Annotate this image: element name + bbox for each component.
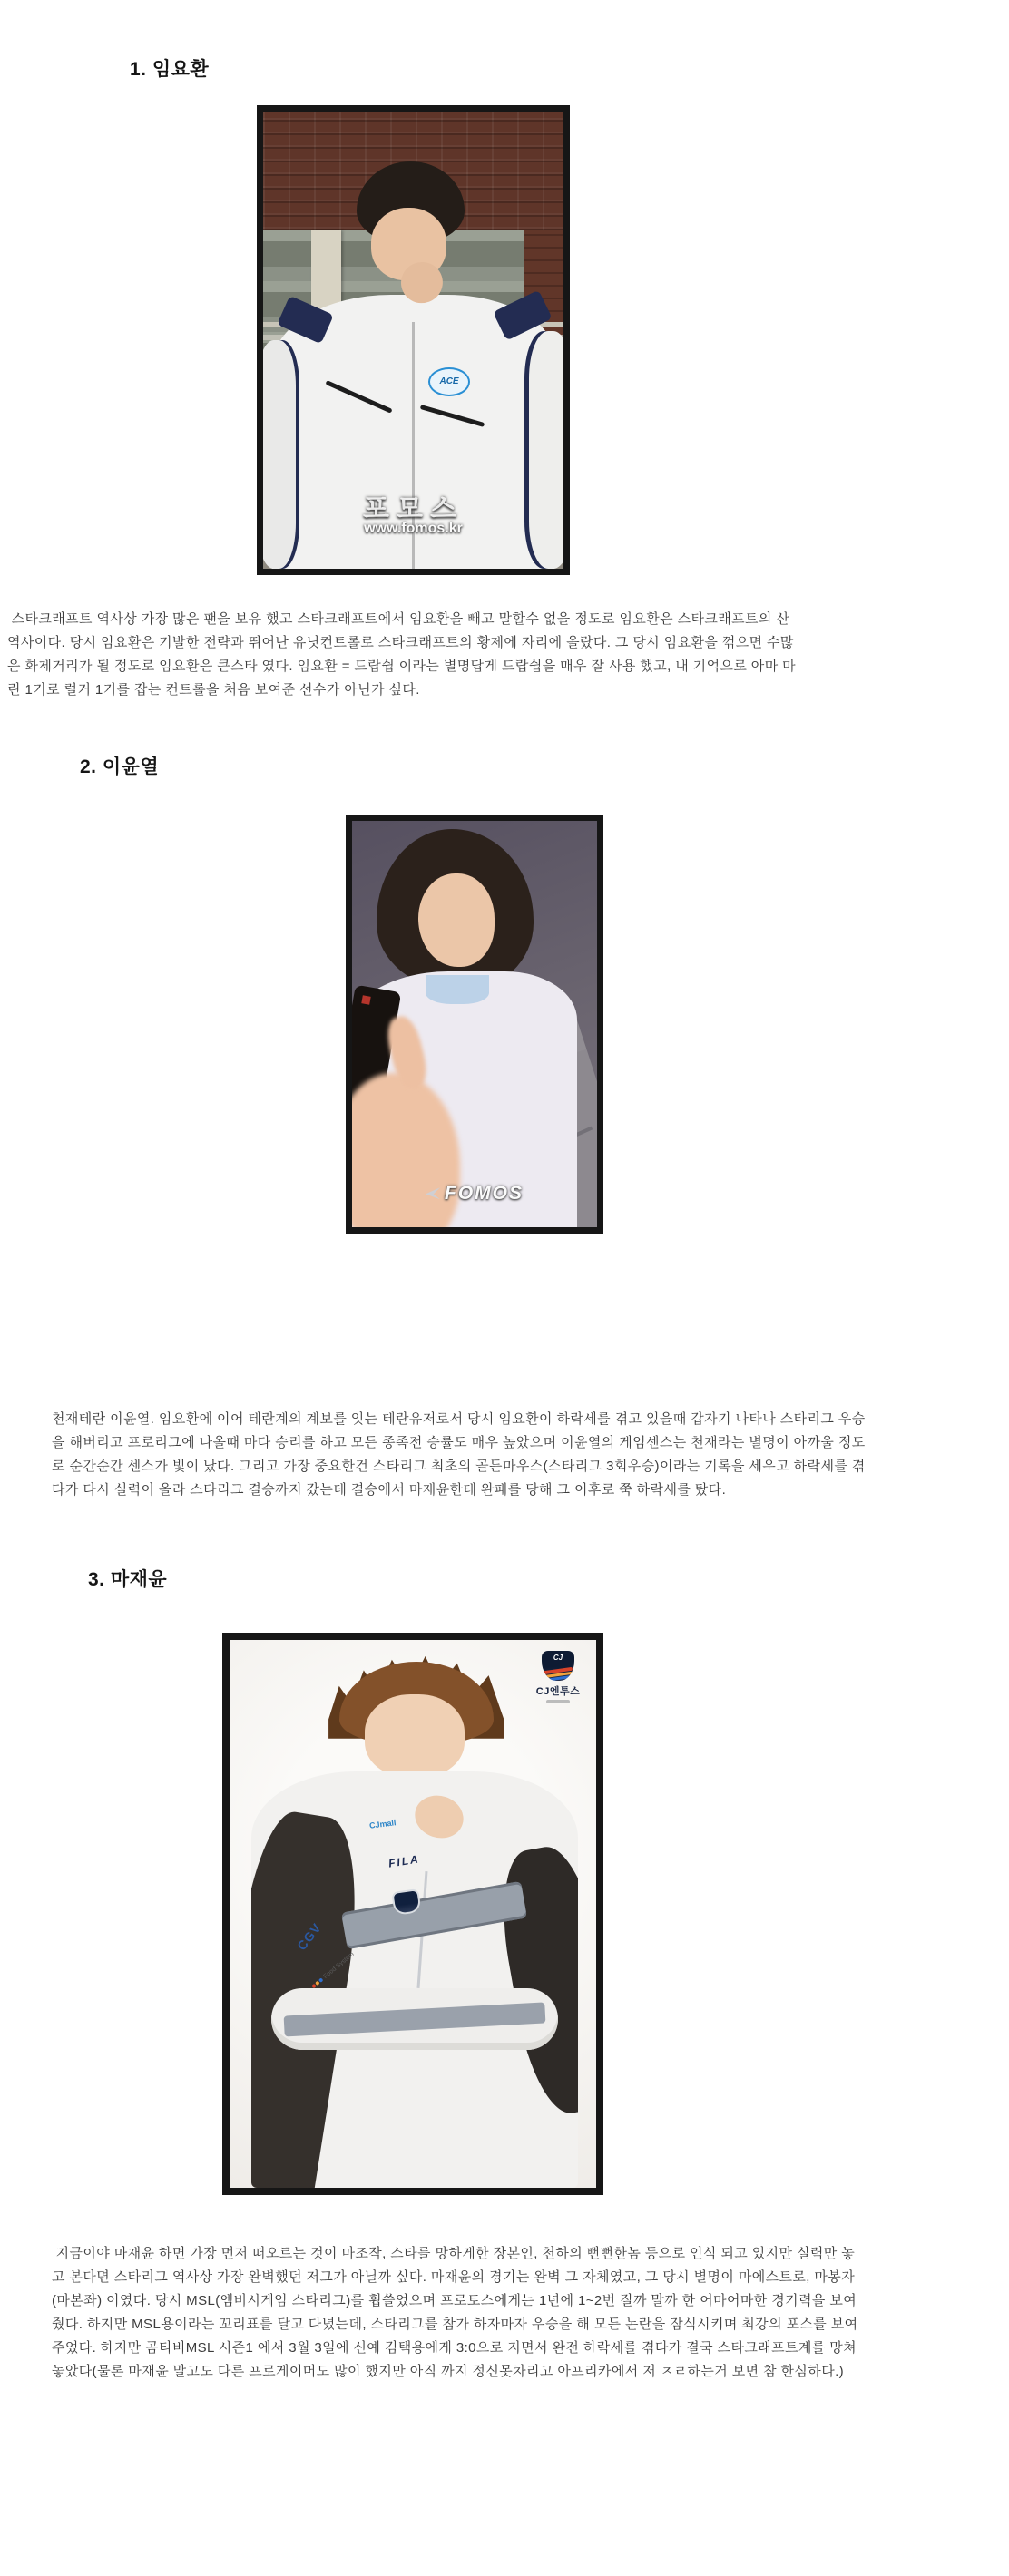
text-line: 스타크래프트 역사상 가장 많은 팬을 보유 했고 스타크래프트에서 임요환을 빼고 말할수 없을 정도로 임요환은 스타크래프트의 산: [7, 611, 790, 627]
ace-jacket-badge: ACE: [428, 367, 470, 396]
text-line: 지금이야 마재윤 하면 가장 먼저 떠오르는 것이 마조작, 스타를 망하게한 장본인, 천하의 뻔뻔한놈 등으로 인식 되고 있지만 실력만 놓: [52, 2246, 856, 2261]
text-line: 천재테란 이윤열. 임요환에 이어 테란계의 계보를 잇는 테란유저로서 당시 임요환이 하락세를 겪고 있을때 갑자기 나타나 스타리그 우승: [52, 1411, 866, 1427]
cj-dot-blue: [318, 1977, 324, 1983]
fomos-watermark-logo: 포모스: [363, 494, 464, 525]
section-3-heading: 3. 마재윤: [88, 1569, 168, 1590]
shirt-collar-graphic: [426, 975, 489, 1003]
fomos-swoosh-icon: [426, 1187, 440, 1199]
player-face-graphic: [418, 873, 495, 967]
photo-lee-yun-yeol-scene: [352, 821, 597, 1227]
cj-emblem-text: CJ: [553, 1654, 563, 1662]
text-line: 역사이다. 당시 임요환은 기발한 전략과 뛰어난 유닛컨트롤로 스타크래프트의 황제에 자리에 올랐다. 그 당시 임요환을 꺾으면 수많: [7, 635, 794, 650]
section-3-paragraph: [52, 2242, 858, 2384]
text-line: (마본좌) 이였다. 당시 MSL(엠비시게임 스타리그)를 휩쓸었으며 프로토스에게는 1년에 1~2번 질까 말까 한 어마어마한 경기력을 보여: [52, 2293, 857, 2308]
cjmall-jacket-text: CJmall: [368, 1817, 397, 1830]
cj-entus-shield-icon: [542, 1651, 574, 1681]
white-team-jacket-graphic: [251, 1771, 578, 2188]
photo-ma-jae-yun: [222, 1633, 603, 2195]
jacket-gray-chest-band: [341, 1880, 527, 1949]
cgv-sleeve-text: CGV: [294, 1920, 325, 1954]
fomos-logo: [352, 1183, 597, 1205]
text-line: 줬다. 하지만 MSL용이라는 꼬리표를 달고 다녔는데, 스타리그를 참가 하자마자 우승을 해 모든 논란을 잠식시키며 최강의 포스를 보여: [52, 2317, 858, 2332]
cj-entus-team-name: CJ엔투스: [535, 1686, 581, 1697]
section-1-heading: 1. 임요환: [130, 59, 210, 80]
section-2-paragraph: [52, 1408, 866, 1502]
player-hand-graphic: [409, 1790, 468, 1844]
fomos-watermark-url: www.fomos.kr: [364, 521, 463, 537]
photo-lee-yun-yeol: [346, 815, 603, 1234]
section-1-paragraph: [7, 608, 796, 702]
red-seal-mark: [361, 995, 370, 1004]
player-face-graphic: [365, 1694, 464, 1777]
text-line: 주었다. 하지만 곰티비MSL 시즌1 에서 3월 3일에 신예 김택용에게 3:0으로 지면서 완전 하락세를 겪다가 결국 스타크래프트계를 망쳐: [52, 2340, 857, 2356]
text-line: 다가 다시 실력이 올라 스타리그 결승까지 갔는데 결승에서 마재윤한테 완패를 당해 그 이후로 쭉 하락세를 탔다.: [52, 1482, 727, 1498]
food-system-label: Food System: [322, 1950, 356, 1980]
cj-entus-subtext-bar: [546, 1700, 570, 1703]
text-line: 은 화제거리가 될 정도로 임요환은 큰스타 였다. 임요환 = 드랍쉽 이라는 별명답게 드랍쉽을 매우 잘 사용 했고, 내 기억으로 아마 마: [7, 659, 797, 674]
fila-jacket-text: FILA: [387, 1852, 421, 1870]
photo-ma-jae-yun-scene: [230, 1640, 596, 2188]
jacket-black-panel: [490, 1840, 578, 2119]
text-line: 로 순간순간 센스가 빛이 났다. 그리고 가장 중요한건 스타리그 최초의 골든마우스(스타리그 3회우승)이라는 기록을 세우고 하락세를 겪: [52, 1459, 866, 1474]
text-line: 놓았다(물론 마재윤 말고도 다른 프로게이머도 많이 했지만 아직 까지 정신못차리고 아프리카에서 저 ㅈㄹ하는거 보면 참 한심하다.): [52, 2364, 845, 2379]
section-2-heading: 2. 이윤열: [80, 756, 160, 777]
text-line: 린 1기로 럴커 1기를 잡는 컨트롤을 처음 보여준 선수가 아닌가 싶다.: [7, 682, 420, 698]
text-line: 고 본다면 스타리그 역사상 가장 완벽했던 저그가 아닐까 싶다. 마재윤의 경기는 완벽 그 자체였고, 그 당시 별명이 마에스트로, 마봉자: [52, 2269, 856, 2285]
cj-entus-team-logo: [533, 1651, 583, 1703]
photo-lim-yo-hwan-scene: [263, 112, 563, 569]
text-line: 을 해버리고 프로리그에 나올때 마다 승리를 하고 모든 종족전 승률도 매우 높았으며 이윤열의 게임센스는 천재라는 별명이 아까울 정도: [52, 1435, 866, 1450]
photo-lim-yo-hwan: [257, 105, 570, 575]
fomos-logo-text: FOMOS: [445, 1182, 524, 1204]
